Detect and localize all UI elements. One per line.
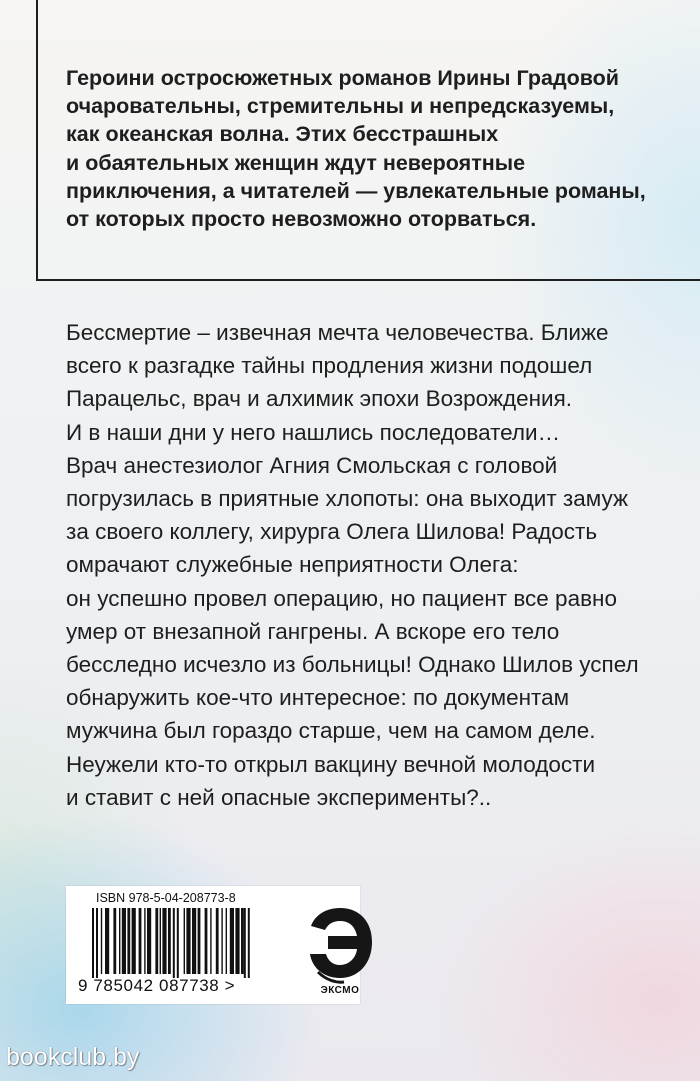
barcode-bar xyxy=(144,908,145,974)
barcode-bar xyxy=(192,908,196,974)
frame-vertical-line xyxy=(36,0,38,280)
barcode-bar xyxy=(162,908,166,974)
barcode-bar xyxy=(122,908,126,974)
description-line: Врач анестезиолог Агния Смольская с головой xyxy=(66,452,558,478)
barcode-bar xyxy=(168,908,171,974)
barcode-bar xyxy=(119,908,120,974)
barcode-bar xyxy=(235,908,239,974)
barcode-bar xyxy=(147,908,151,974)
description-line: Бессмертие – извечная мечта человечества. Ближе xyxy=(66,320,609,345)
barcode-bar xyxy=(221,908,222,974)
barcode-bar xyxy=(177,908,179,978)
barcode-bar xyxy=(155,908,158,974)
barcode-bar xyxy=(96,908,98,978)
barcode-bar xyxy=(113,908,116,974)
book-description xyxy=(66,316,686,814)
series-annotation xyxy=(66,64,678,233)
barcode-bar xyxy=(101,908,102,974)
eksmo-logo-icon xyxy=(304,904,376,986)
description-line: обнаружить кое-что интересное: по документам xyxy=(66,685,570,711)
description-line: погрузилась в приятные хлопоты: она выходит замуж xyxy=(66,486,629,512)
barcode-bar xyxy=(184,908,185,974)
description-line: умер от внезапной гангрены. А вскоре его тело xyxy=(66,618,560,644)
barcode-bar xyxy=(226,908,227,974)
barcode-bar xyxy=(230,908,234,974)
annotation-line: и обаятельных женщин ждут невероятные xyxy=(66,150,526,175)
site-watermark: bookclub.by xyxy=(6,1043,140,1071)
isbn-label: ISBN 978-5-04-208773-8 xyxy=(96,891,236,905)
annotation-line: как океанская волна. Этих бесстрашных xyxy=(66,122,499,147)
barcode-bar xyxy=(139,908,142,974)
barcode-icon xyxy=(90,908,336,978)
barcode-digits: 9 785042 087738 > xyxy=(78,976,236,995)
publisher-name: ЭКСМО xyxy=(320,985,360,996)
barcode-bar xyxy=(132,908,136,974)
barcode-bar xyxy=(244,908,246,978)
description-line: мужчина был гораздо старше, чем на самом деле. xyxy=(66,718,596,744)
description-line: всего к разгадке тайны продления жизни подошел xyxy=(66,353,593,379)
barcode-bar xyxy=(92,908,94,978)
barcode-bar xyxy=(205,908,208,974)
barcode-bar xyxy=(216,908,219,974)
description-line: за своего коллегу, хирурга Олега Шилова! Радость xyxy=(66,519,598,545)
frame-horizontal-line xyxy=(36,279,700,281)
barcode-bar xyxy=(241,908,244,974)
barcode-bar xyxy=(173,908,175,978)
annotation-line: Героини остросюжетных романов Ирины Градовой xyxy=(66,66,620,90)
barcode-bar xyxy=(210,908,211,974)
barcode-bar xyxy=(160,908,161,974)
description-line: бесследно исчезло из больницы! Однако Шилов успел xyxy=(66,652,639,678)
description-line: он успешно провел операцию, но пациент все равно xyxy=(66,585,617,611)
annotation-line: от которых просто невозможно оторваться. xyxy=(66,207,537,232)
barcode-bar xyxy=(186,908,190,974)
barcode-bar xyxy=(105,908,109,974)
barcode-bar xyxy=(248,908,250,978)
annotation-line: приключения, а читателей — увлекательные романы, xyxy=(66,178,646,203)
description-line: Неужели кто-то открыл вакцину вечной молодости xyxy=(66,751,596,777)
barcode-bar xyxy=(127,908,130,974)
description-line: и ставит с ней опасные эксперименты?.. xyxy=(66,784,492,810)
description-line: Парацельс, врач и алхимик эпохи Возрождения. xyxy=(66,386,573,412)
description-line: омрачают служебные неприятности Олега: xyxy=(66,552,519,578)
barcode-bar xyxy=(198,908,201,974)
annotation-line: очаровательны, стремительны и непредсказуемы, xyxy=(66,94,615,119)
description-line: И в наши дни у него нашлись последователи… xyxy=(66,419,561,445)
